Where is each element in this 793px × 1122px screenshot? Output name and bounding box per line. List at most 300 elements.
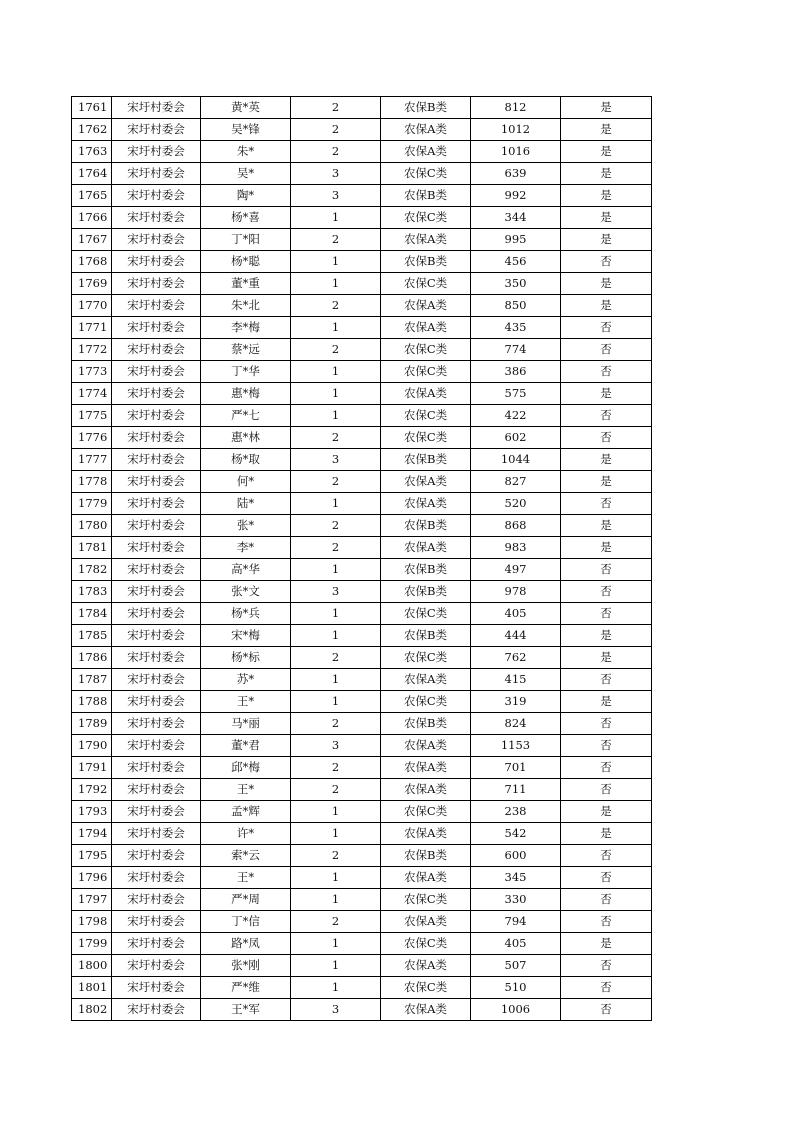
category-cell: 农保A类 <box>381 955 471 977</box>
count-cell: 2 <box>291 427 381 449</box>
flag-cell: 是 <box>561 801 652 823</box>
row-number-cell: 1800 <box>72 955 112 977</box>
table-row <box>72 889 652 911</box>
table-row <box>72 119 652 141</box>
amount-cell: 794 <box>471 911 561 933</box>
amount-cell: 542 <box>471 823 561 845</box>
category-cell: 农保A类 <box>381 757 471 779</box>
category-cell: 农保A类 <box>381 119 471 141</box>
table-row <box>72 273 652 295</box>
committee-cell: 宋圩村委会 <box>112 889 201 911</box>
amount-cell: 386 <box>471 361 561 383</box>
table-row <box>72 845 652 867</box>
name-cell: 王* <box>201 779 291 801</box>
amount-cell: 510 <box>471 977 561 999</box>
amount-cell: 350 <box>471 273 561 295</box>
row-number-cell: 1765 <box>72 185 112 207</box>
name-cell: 吴*锋 <box>201 119 291 141</box>
category-cell: 农保B类 <box>381 559 471 581</box>
amount-cell: 415 <box>471 669 561 691</box>
table-row <box>72 603 652 625</box>
row-number-cell: 1784 <box>72 603 112 625</box>
row-number-cell: 1767 <box>72 229 112 251</box>
count-cell: 1 <box>291 493 381 515</box>
category-cell: 农保B类 <box>381 581 471 603</box>
category-cell: 农保C类 <box>381 977 471 999</box>
flag-cell: 是 <box>561 449 652 471</box>
category-cell: 农保A类 <box>381 911 471 933</box>
records-table <box>71 96 652 1021</box>
count-cell: 2 <box>291 141 381 163</box>
committee-cell: 宋圩村委会 <box>112 735 201 757</box>
category-cell: 农保C类 <box>381 361 471 383</box>
flag-cell: 否 <box>561 493 652 515</box>
flag-cell: 否 <box>561 757 652 779</box>
flag-cell: 否 <box>561 977 652 999</box>
name-cell: 孟*辉 <box>201 801 291 823</box>
amount-cell: 1044 <box>471 449 561 471</box>
committee-cell: 宋圩村委会 <box>112 977 201 999</box>
category-cell: 农保A类 <box>381 295 471 317</box>
count-cell: 1 <box>291 207 381 229</box>
flag-cell: 否 <box>561 999 652 1021</box>
table-row <box>72 691 652 713</box>
flag-cell: 是 <box>561 229 652 251</box>
amount-cell: 639 <box>471 163 561 185</box>
committee-cell: 宋圩村委会 <box>112 229 201 251</box>
category-cell: 农保C类 <box>381 933 471 955</box>
flag-cell: 是 <box>561 185 652 207</box>
row-number-cell: 1761 <box>72 97 112 119</box>
amount-cell: 497 <box>471 559 561 581</box>
name-cell: 邱*梅 <box>201 757 291 779</box>
committee-cell: 宋圩村委会 <box>112 471 201 493</box>
committee-cell: 宋圩村委会 <box>112 97 201 119</box>
table-row <box>72 185 652 207</box>
count-cell: 3 <box>291 163 381 185</box>
flag-cell: 否 <box>561 339 652 361</box>
row-number-cell: 1769 <box>72 273 112 295</box>
table-row <box>72 955 652 977</box>
table-row <box>72 867 652 889</box>
name-cell: 高*华 <box>201 559 291 581</box>
amount-cell: 405 <box>471 933 561 955</box>
count-cell: 1 <box>291 933 381 955</box>
committee-cell: 宋圩村委会 <box>112 757 201 779</box>
category-cell: 农保C类 <box>381 163 471 185</box>
committee-cell: 宋圩村委会 <box>112 559 201 581</box>
flag-cell: 否 <box>561 669 652 691</box>
row-number-cell: 1768 <box>72 251 112 273</box>
name-cell: 陆* <box>201 493 291 515</box>
flag-cell: 否 <box>561 779 652 801</box>
category-cell: 农保B类 <box>381 515 471 537</box>
table-row <box>72 251 652 273</box>
table-row <box>72 97 652 119</box>
amount-cell: 812 <box>471 97 561 119</box>
table-row <box>72 141 652 163</box>
amount-cell: 992 <box>471 185 561 207</box>
category-cell: 农保C类 <box>381 889 471 911</box>
category-cell: 农保C类 <box>381 405 471 427</box>
row-number-cell: 1786 <box>72 647 112 669</box>
table-row <box>72 163 652 185</box>
row-number-cell: 1776 <box>72 427 112 449</box>
count-cell: 1 <box>291 383 381 405</box>
table-row <box>72 207 652 229</box>
category-cell: 农保B类 <box>381 185 471 207</box>
row-number-cell: 1780 <box>72 515 112 537</box>
table-row <box>72 581 652 603</box>
amount-cell: 868 <box>471 515 561 537</box>
name-cell: 杨*喜 <box>201 207 291 229</box>
category-cell: 农保A类 <box>381 823 471 845</box>
count-cell: 1 <box>291 823 381 845</box>
row-number-cell: 1787 <box>72 669 112 691</box>
committee-cell: 宋圩村委会 <box>112 295 201 317</box>
name-cell: 杨*取 <box>201 449 291 471</box>
committee-cell: 宋圩村委会 <box>112 317 201 339</box>
amount-cell: 850 <box>471 295 561 317</box>
count-cell: 3 <box>291 999 381 1021</box>
amount-cell: 444 <box>471 625 561 647</box>
flag-cell: 是 <box>561 383 652 405</box>
amount-cell: 330 <box>471 889 561 911</box>
amount-cell: 456 <box>471 251 561 273</box>
category-cell: 农保A类 <box>381 867 471 889</box>
committee-cell: 宋圩村委会 <box>112 251 201 273</box>
amount-cell: 701 <box>471 757 561 779</box>
name-cell: 宋*梅 <box>201 625 291 647</box>
amount-cell: 600 <box>471 845 561 867</box>
count-cell: 2 <box>291 97 381 119</box>
count-cell: 1 <box>291 405 381 427</box>
flag-cell: 否 <box>561 603 652 625</box>
row-number-cell: 1774 <box>72 383 112 405</box>
row-number-cell: 1798 <box>72 911 112 933</box>
committee-cell: 宋圩村委会 <box>112 603 201 625</box>
category-cell: 农保A类 <box>381 383 471 405</box>
flag-cell: 是 <box>561 515 652 537</box>
flag-cell: 是 <box>561 207 652 229</box>
table-row <box>72 779 652 801</box>
row-number-cell: 1778 <box>72 471 112 493</box>
table-row <box>72 735 652 757</box>
count-cell: 3 <box>291 185 381 207</box>
row-number-cell: 1790 <box>72 735 112 757</box>
name-cell: 王* <box>201 691 291 713</box>
row-number-cell: 1791 <box>72 757 112 779</box>
committee-cell: 宋圩村委会 <box>112 911 201 933</box>
name-cell: 杨*聪 <box>201 251 291 273</box>
table-row <box>72 339 652 361</box>
committee-cell: 宋圩村委会 <box>112 163 201 185</box>
name-cell: 惠*林 <box>201 427 291 449</box>
row-number-cell: 1802 <box>72 999 112 1021</box>
row-number-cell: 1788 <box>72 691 112 713</box>
committee-cell: 宋圩村委会 <box>112 339 201 361</box>
amount-cell: 1012 <box>471 119 561 141</box>
name-cell: 杨*标 <box>201 647 291 669</box>
category-cell: 农保A类 <box>381 141 471 163</box>
count-cell: 1 <box>291 669 381 691</box>
row-number-cell: 1770 <box>72 295 112 317</box>
count-cell: 3 <box>291 581 381 603</box>
row-number-cell: 1789 <box>72 713 112 735</box>
row-number-cell: 1777 <box>72 449 112 471</box>
amount-cell: 995 <box>471 229 561 251</box>
row-number-cell: 1794 <box>72 823 112 845</box>
amount-cell: 435 <box>471 317 561 339</box>
flag-cell: 是 <box>561 97 652 119</box>
row-number-cell: 1797 <box>72 889 112 911</box>
count-cell: 3 <box>291 735 381 757</box>
flag-cell: 否 <box>561 889 652 911</box>
amount-cell: 978 <box>471 581 561 603</box>
committee-cell: 宋圩村委会 <box>112 933 201 955</box>
name-cell: 马*丽 <box>201 713 291 735</box>
name-cell: 董*重 <box>201 273 291 295</box>
count-cell: 1 <box>291 955 381 977</box>
table-row <box>72 823 652 845</box>
row-number-cell: 1763 <box>72 141 112 163</box>
amount-cell: 520 <box>471 493 561 515</box>
flag-cell: 是 <box>561 691 652 713</box>
category-cell: 农保C类 <box>381 603 471 625</box>
category-cell: 农保B类 <box>381 97 471 119</box>
name-cell: 严*维 <box>201 977 291 999</box>
committee-cell: 宋圩村委会 <box>112 119 201 141</box>
count-cell: 2 <box>291 515 381 537</box>
count-cell: 3 <box>291 449 381 471</box>
category-cell: 农保A类 <box>381 493 471 515</box>
name-cell: 索*云 <box>201 845 291 867</box>
category-cell: 农保C类 <box>381 273 471 295</box>
count-cell: 1 <box>291 691 381 713</box>
amount-cell: 1153 <box>471 735 561 757</box>
category-cell: 农保C类 <box>381 691 471 713</box>
table-row <box>72 999 652 1021</box>
table-row <box>72 669 652 691</box>
count-cell: 2 <box>291 339 381 361</box>
committee-cell: 宋圩村委会 <box>112 669 201 691</box>
table-row <box>72 757 652 779</box>
committee-cell: 宋圩村委会 <box>112 141 201 163</box>
flag-cell: 是 <box>561 471 652 493</box>
name-cell: 王* <box>201 867 291 889</box>
amount-cell: 345 <box>471 867 561 889</box>
committee-cell: 宋圩村委会 <box>112 867 201 889</box>
row-number-cell: 1764 <box>72 163 112 185</box>
table-row <box>72 625 652 647</box>
table-row <box>72 361 652 383</box>
name-cell: 吴* <box>201 163 291 185</box>
amount-cell: 602 <box>471 427 561 449</box>
category-cell: 农保B类 <box>381 845 471 867</box>
count-cell: 1 <box>291 559 381 581</box>
count-cell: 2 <box>291 295 381 317</box>
count-cell: 1 <box>291 273 381 295</box>
committee-cell: 宋圩村委会 <box>112 779 201 801</box>
committee-cell: 宋圩村委会 <box>112 383 201 405</box>
committee-cell: 宋圩村委会 <box>112 515 201 537</box>
committee-cell: 宋圩村委会 <box>112 493 201 515</box>
category-cell: 农保C类 <box>381 427 471 449</box>
row-number-cell: 1775 <box>72 405 112 427</box>
table-row <box>72 977 652 999</box>
table-row <box>72 559 652 581</box>
row-number-cell: 1785 <box>72 625 112 647</box>
row-number-cell: 1781 <box>72 537 112 559</box>
count-cell: 2 <box>291 119 381 141</box>
category-cell: 农保A类 <box>381 779 471 801</box>
committee-cell: 宋圩村委会 <box>112 845 201 867</box>
row-number-cell: 1783 <box>72 581 112 603</box>
count-cell: 1 <box>291 625 381 647</box>
count-cell: 1 <box>291 317 381 339</box>
name-cell: 丁*信 <box>201 911 291 933</box>
amount-cell: 238 <box>471 801 561 823</box>
table-row <box>72 405 652 427</box>
table-row <box>72 933 652 955</box>
flag-cell: 否 <box>561 955 652 977</box>
committee-cell: 宋圩村委会 <box>112 581 201 603</box>
category-cell: 农保C类 <box>381 647 471 669</box>
committee-cell: 宋圩村委会 <box>112 273 201 295</box>
count-cell: 1 <box>291 977 381 999</box>
row-number-cell: 1795 <box>72 845 112 867</box>
table-row <box>72 449 652 471</box>
flag-cell: 否 <box>561 911 652 933</box>
name-cell: 何* <box>201 471 291 493</box>
committee-cell: 宋圩村委会 <box>112 361 201 383</box>
committee-cell: 宋圩村委会 <box>112 691 201 713</box>
count-cell: 1 <box>291 889 381 911</box>
name-cell: 蔡*远 <box>201 339 291 361</box>
row-number-cell: 1762 <box>72 119 112 141</box>
count-cell: 1 <box>291 361 381 383</box>
flag-cell: 是 <box>561 933 652 955</box>
committee-cell: 宋圩村委会 <box>112 427 201 449</box>
category-cell: 农保B类 <box>381 625 471 647</box>
name-cell: 李*梅 <box>201 317 291 339</box>
table-row <box>72 317 652 339</box>
committee-cell: 宋圩村委会 <box>112 999 201 1021</box>
name-cell: 张*刚 <box>201 955 291 977</box>
flag-cell: 是 <box>561 273 652 295</box>
name-cell: 董*君 <box>201 735 291 757</box>
amount-cell: 575 <box>471 383 561 405</box>
flag-cell: 否 <box>561 559 652 581</box>
table-row <box>72 471 652 493</box>
amount-cell: 824 <box>471 713 561 735</box>
name-cell: 陶* <box>201 185 291 207</box>
committee-cell: 宋圩村委会 <box>112 955 201 977</box>
table-row <box>72 427 652 449</box>
count-cell: 2 <box>291 471 381 493</box>
row-number-cell: 1801 <box>72 977 112 999</box>
category-cell: 农保B类 <box>381 713 471 735</box>
row-number-cell: 1772 <box>72 339 112 361</box>
count-cell: 2 <box>291 647 381 669</box>
category-cell: 农保A类 <box>381 229 471 251</box>
amount-cell: 422 <box>471 405 561 427</box>
table-row <box>72 713 652 735</box>
table-row <box>72 911 652 933</box>
amount-cell: 1016 <box>471 141 561 163</box>
count-cell: 2 <box>291 845 381 867</box>
flag-cell: 否 <box>561 735 652 757</box>
amount-cell: 319 <box>471 691 561 713</box>
count-cell: 2 <box>291 713 381 735</box>
count-cell: 1 <box>291 801 381 823</box>
flag-cell: 否 <box>561 251 652 273</box>
name-cell: 惠*梅 <box>201 383 291 405</box>
name-cell: 路*凤 <box>201 933 291 955</box>
count-cell: 2 <box>291 537 381 559</box>
table-row <box>72 295 652 317</box>
name-cell: 黄*英 <box>201 97 291 119</box>
name-cell: 丁*华 <box>201 361 291 383</box>
count-cell: 2 <box>291 229 381 251</box>
committee-cell: 宋圩村委会 <box>112 405 201 427</box>
committee-cell: 宋圩村委会 <box>112 207 201 229</box>
flag-cell: 是 <box>561 537 652 559</box>
count-cell: 1 <box>291 867 381 889</box>
amount-cell: 711 <box>471 779 561 801</box>
table-row <box>72 537 652 559</box>
committee-cell: 宋圩村委会 <box>112 537 201 559</box>
name-cell: 严*七 <box>201 405 291 427</box>
table-row <box>72 383 652 405</box>
name-cell: 李* <box>201 537 291 559</box>
committee-cell: 宋圩村委会 <box>112 713 201 735</box>
flag-cell: 否 <box>561 845 652 867</box>
flag-cell: 否 <box>561 317 652 339</box>
count-cell: 1 <box>291 251 381 273</box>
amount-cell: 774 <box>471 339 561 361</box>
row-number-cell: 1799 <box>72 933 112 955</box>
flag-cell: 否 <box>561 713 652 735</box>
table-row <box>72 229 652 251</box>
category-cell: 农保A类 <box>381 669 471 691</box>
name-cell: 丁*阳 <box>201 229 291 251</box>
row-number-cell: 1771 <box>72 317 112 339</box>
committee-cell: 宋圩村委会 <box>112 801 201 823</box>
flag-cell: 是 <box>561 647 652 669</box>
category-cell: 农保C类 <box>381 207 471 229</box>
category-cell: 农保B类 <box>381 251 471 273</box>
name-cell: 严*周 <box>201 889 291 911</box>
table-row <box>72 647 652 669</box>
amount-cell: 827 <box>471 471 561 493</box>
category-cell: 农保A类 <box>381 471 471 493</box>
row-number-cell: 1779 <box>72 493 112 515</box>
flag-cell: 否 <box>561 405 652 427</box>
category-cell: 农保C类 <box>381 801 471 823</box>
name-cell: 朱*北 <box>201 295 291 317</box>
category-cell: 农保A类 <box>381 999 471 1021</box>
flag-cell: 是 <box>561 625 652 647</box>
table-row <box>72 801 652 823</box>
table-row <box>72 493 652 515</box>
category-cell: 农保B类 <box>381 449 471 471</box>
count-cell: 1 <box>291 603 381 625</box>
row-number-cell: 1796 <box>72 867 112 889</box>
name-cell: 朱* <box>201 141 291 163</box>
table-body <box>72 97 652 1021</box>
committee-cell: 宋圩村委会 <box>112 647 201 669</box>
